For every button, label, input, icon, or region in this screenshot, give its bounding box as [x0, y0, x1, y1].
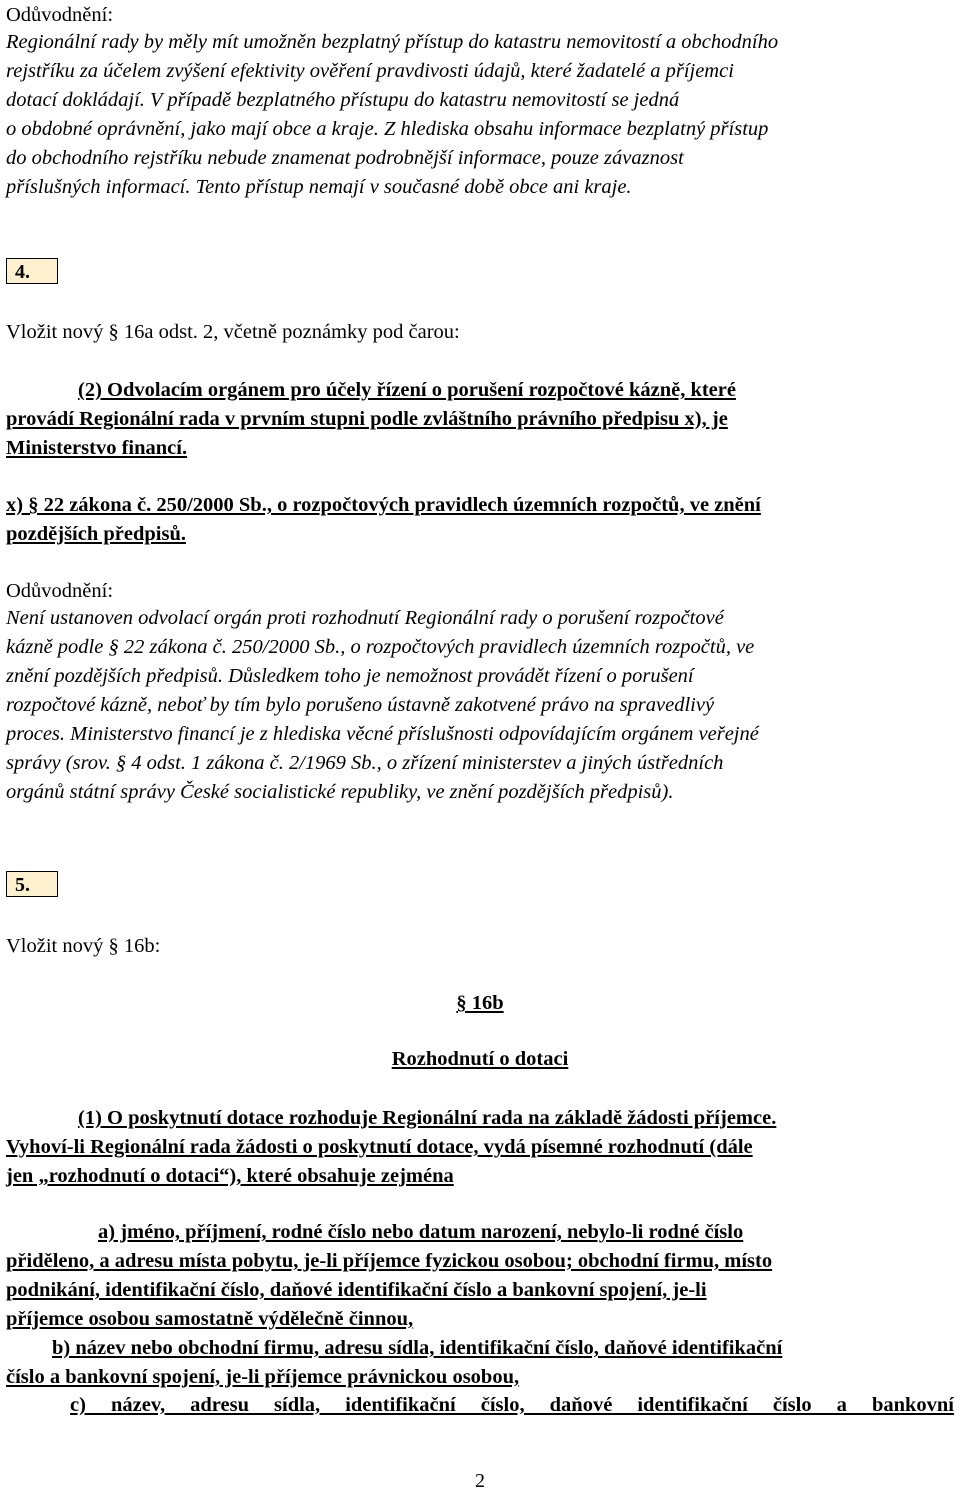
- text-line: Regionální rady by měly mít umožněn bezplatný přístup do katastru nemovitostí a obchodního: [6, 31, 779, 53]
- text-line: pozdějších předpisů.: [6, 523, 186, 545]
- page-number: 2: [475, 1470, 485, 1492]
- justification-heading: Odůvodnění:: [6, 4, 114, 26]
- point-b: [6, 1334, 954, 1392]
- text-line: příjemce osobou samostatně výdělečně činnou,: [6, 1308, 414, 1330]
- item-number-box: 5.: [6, 871, 58, 897]
- text-line: Není ustanoven odvolací orgán proti rozhodnutí Regionální rady o porušení rozpočtové: [6, 607, 724, 629]
- text-line: x) § 22 zákona č. 250/2000 Sb., o rozpočtových pravidlech územních rozpočtů, ve znění: [6, 494, 761, 516]
- text-line: číslo a bankovní spojení, je-li příjemce právnickou osobou,: [6, 1366, 520, 1388]
- text-line: příslušných informací. Tento přístup nemají v současné době obce ani kraje.: [6, 176, 632, 198]
- text-line: rozpočtové kázně, neboť by tím bylo porušeno ústavně zakotvené právo na spravedlivý: [6, 694, 715, 716]
- text-line: orgánů státní správy České socialistické republiky, ve znění pozdějších předpisů).: [6, 781, 674, 803]
- text-line: do obchodního rejstříku nebude znamenat podrobnější informace, pouze závaznost: [6, 147, 684, 169]
- text-line: jen „rozhodnutí o dotaci“), které obsahuje zejména: [6, 1165, 454, 1187]
- insert-instruction: Vložit nový § 16b:: [6, 935, 161, 957]
- point-a: [6, 1218, 954, 1334]
- section-paragraph: [6, 1104, 954, 1191]
- text-line: c) název, adresu sídla, identifikační číslo, daňové identifikační číslo a bankovní: [70, 1394, 954, 1416]
- text-line: (1) O poskytnutí dotace rozhoduje Regionální rada na základě žádosti příjemce.: [78, 1107, 777, 1129]
- text-line: podnikání, identifikační číslo, daňové identifikační číslo a bankovní spojení, je-li: [6, 1279, 707, 1301]
- justification-text: [6, 604, 954, 807]
- text-line: Vyhoví-li Regionální rada žádosti o poskytnutí dotace, vydá písemné rozhodnutí (dále: [6, 1136, 753, 1158]
- footnote: [6, 491, 954, 549]
- text-line: kázně podle § 22 zákona č. 250/2000 Sb., o rozpočtových pravidlech územních rozpočtů, ve: [6, 636, 755, 658]
- text-line: rejstříku za účelem zvýšení efektivity ověření pravdivosti údajů, které žadatelé a příjemci: [6, 60, 734, 82]
- item-number-box: 4.: [6, 258, 58, 284]
- justification-heading: Odůvodnění:: [6, 580, 114, 602]
- point-c: [6, 1391, 954, 1420]
- section-subtitle: Rozhodnutí o dotaci: [391, 1048, 569, 1070]
- text-line: správy (srov. § 4 odst. 1 zákona č. 2/1969 Sb., o zřízení ministerstev a jiných ústředních: [6, 752, 724, 774]
- justification-block-2: [6, 578, 954, 807]
- justification-block-1: [6, 2, 954, 202]
- text-line: dotací dokládají. V případě bezplatného přístupu do katastru nemovitostí se jedná: [6, 89, 680, 111]
- text-line: znění pozdějších předpisů. Důsledkem toho je nemožnost provádět řízení o porušení: [6, 665, 694, 687]
- text-line: (2) Odvolacím orgánem pro účely řízení o porušení rozpočtové kázně, které: [78, 379, 736, 401]
- text-line: přiděleno, a adresu místa pobytu, je-li příjemce fyzickou osobou; obchodní firmu, místo: [6, 1250, 773, 1272]
- text-line: provádí Regionální rada v prvním stupni podle zvláštního právního předpisu x), je: [6, 408, 728, 430]
- amendment-paragraph: [6, 376, 954, 463]
- text-line: proces. Ministerstvo financí je z hlediska věcné příslušnosti odpovídajícím orgánem veřejné: [6, 723, 759, 745]
- section-title: § 16b: [456, 992, 504, 1014]
- text-line: Ministerstvo financí.: [6, 437, 188, 459]
- text-line: a) jméno, příjmení, rodné číslo nebo datum narození, nebylo-li rodné číslo: [98, 1221, 744, 1243]
- justification-text: [6, 28, 954, 202]
- text-line: o obdobné oprávnění, jako mají obce a kraje. Z hlediska obsahu informace bezplatný přístup: [6, 118, 769, 140]
- text-line: b) název nebo obchodní firmu, adresu sídla, identifikační číslo, daňové identifikační: [52, 1337, 783, 1359]
- insert-instruction: Vložit nový § 16a odst. 2, včetně poznámky pod čarou:: [6, 321, 460, 343]
